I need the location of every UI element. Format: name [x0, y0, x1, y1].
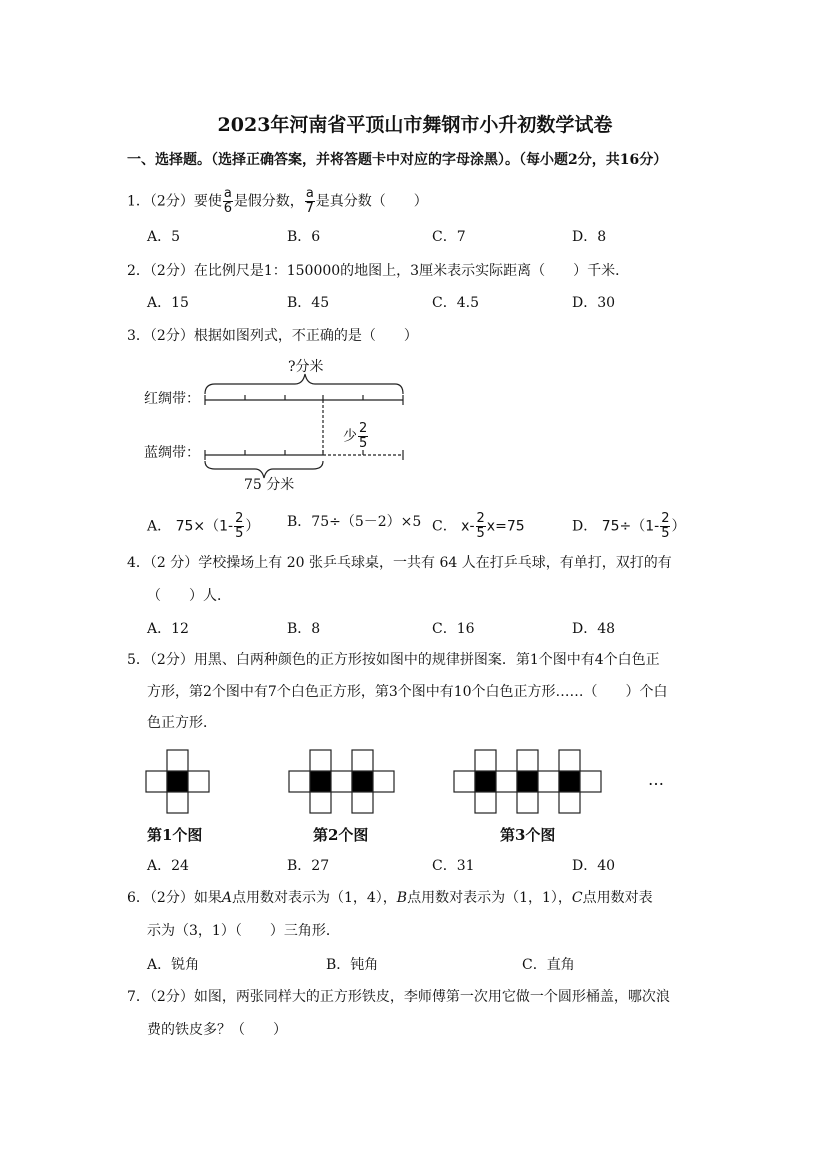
- black-square: [475, 771, 496, 792]
- white-square: [331, 771, 352, 792]
- option-c[interactable]: C．直角: [522, 957, 575, 973]
- option-d[interactable]: D． 75÷（1- $\frac{2}{5}$ ）: [572, 511, 686, 541]
- black-square: [167, 771, 188, 792]
- option-a[interactable]: A．锐角: [147, 957, 200, 973]
- question-7: 7．（2分）如图，两张同样大的正方形铁皮，李师傅第一次用它做一个圆形桶盖，哪次浪: [127, 989, 670, 1005]
- question-5-line3: 色正方形．: [147, 715, 217, 731]
- figure-label-3: 第3个图: [500, 826, 556, 844]
- white-square: [559, 792, 580, 813]
- question-7-line2: 费的铁皮多？（ ）: [147, 1022, 287, 1038]
- white-square: [188, 771, 209, 792]
- white-square: [454, 771, 475, 792]
- black-square: [310, 771, 331, 792]
- white-square: [373, 771, 394, 792]
- option-b[interactable]: B．75÷（5－2）×5: [287, 514, 422, 530]
- option-b[interactable]: B．6: [287, 229, 321, 245]
- question-4: 4．（2 分）学校操场上有 20 张乒乓球桌，一共有 64 人在打乒乓球，有单打，双打的有: [127, 555, 672, 571]
- option-b[interactable]: B．27: [287, 858, 330, 874]
- white-square: [475, 750, 496, 771]
- white-square: [559, 750, 580, 771]
- less-label: 少 $\frac{2}{5}$: [343, 421, 368, 451]
- blue-ribbon-label: 蓝绸带：: [144, 445, 200, 461]
- ellipsis: …: [648, 770, 664, 789]
- white-square: [167, 792, 188, 813]
- white-square: [580, 771, 601, 792]
- red-ribbon-label: 红绸带：: [144, 391, 200, 407]
- white-square: [517, 792, 538, 813]
- bottom-label: 75 分米: [244, 477, 295, 493]
- fraction: $\frac{a}{7}$: [305, 186, 314, 216]
- option-c[interactable]: C．7: [432, 229, 466, 245]
- question-5-line2: 方形，第2个图中有7个白色正方形，第3个图中有10个白色正方形……（ ）个白: [147, 684, 668, 700]
- black-square: [559, 771, 580, 792]
- option-b[interactable]: B．钝角: [326, 957, 379, 973]
- white-square: [310, 792, 331, 813]
- question-6: 6．（2分）如果A点用数对表示为（1，4），B点用数对表示为（1，1），C点用数对表: [127, 890, 653, 906]
- question-6-line2: 示为（3，1）（ ）三角形．: [147, 923, 340, 939]
- question-5: 5．（2分）用黑、白两种颜色的正方形按如图中的规律拼图案．第1个图中有4个白色正: [127, 652, 660, 668]
- question-1: 1．（2分）要使 $\frac{a}{6}$ 是假分数， $\frac{a}{7}$ 是真分数（ ）: [127, 186, 428, 216]
- option-a[interactable]: A．5: [147, 229, 181, 245]
- fraction: $\frac{a}{6}$: [223, 186, 232, 216]
- white-square: [517, 750, 538, 771]
- black-square: [517, 771, 538, 792]
- white-square: [352, 792, 373, 813]
- option-a[interactable]: A．12: [147, 621, 189, 637]
- white-square: [475, 792, 496, 813]
- figure-label-2: 第2个图: [313, 826, 369, 844]
- question-4-line2: （ ）人．: [147, 588, 231, 604]
- black-square: [352, 771, 373, 792]
- option-d[interactable]: D．30: [572, 295, 616, 311]
- option-c[interactable]: C．16: [432, 621, 475, 637]
- white-square: [146, 771, 167, 792]
- option-d[interactable]: D．40: [572, 858, 616, 874]
- option-a[interactable]: A． 75×（1- $\frac{2}{5}$ ）: [147, 511, 260, 541]
- question-3: 3．（2分）根据如图列式，不正确的是（ ）: [127, 328, 418, 344]
- question-number: 1．: [127, 193, 150, 210]
- option-a[interactable]: A．15: [147, 295, 189, 311]
- top-label: ?分米: [288, 359, 324, 375]
- option-c[interactable]: C．31: [432, 858, 475, 874]
- white-square: [310, 750, 331, 771]
- white-square: [496, 771, 517, 792]
- white-square: [289, 771, 310, 792]
- figure-label-1: 第1个图: [147, 826, 203, 844]
- option-d[interactable]: D．48: [572, 621, 616, 637]
- page-title: 2023年河南省平顶山市舞钢市小升初数学试卷: [217, 114, 613, 136]
- option-d[interactable]: D．8: [572, 229, 607, 245]
- question-2: 2．（2分）在比例尺是1：150000的地图上，3厘米表示实际距离（ ）千米．: [127, 263, 630, 279]
- option-c[interactable]: C． x- $\frac{2}{5}$ x=75: [432, 511, 525, 541]
- option-c[interactable]: C．4.5: [432, 295, 479, 311]
- option-b[interactable]: B．45: [287, 295, 330, 311]
- white-square: [167, 750, 188, 771]
- section-heading: 一、选择题。（选择正确答案，并将答题卡中对应的字母涂黑）。（每小题2分，共16分）: [127, 152, 668, 168]
- white-square: [538, 771, 559, 792]
- option-a[interactable]: A．24: [147, 858, 189, 874]
- option-b[interactable]: B．8: [287, 621, 321, 637]
- white-square: [352, 750, 373, 771]
